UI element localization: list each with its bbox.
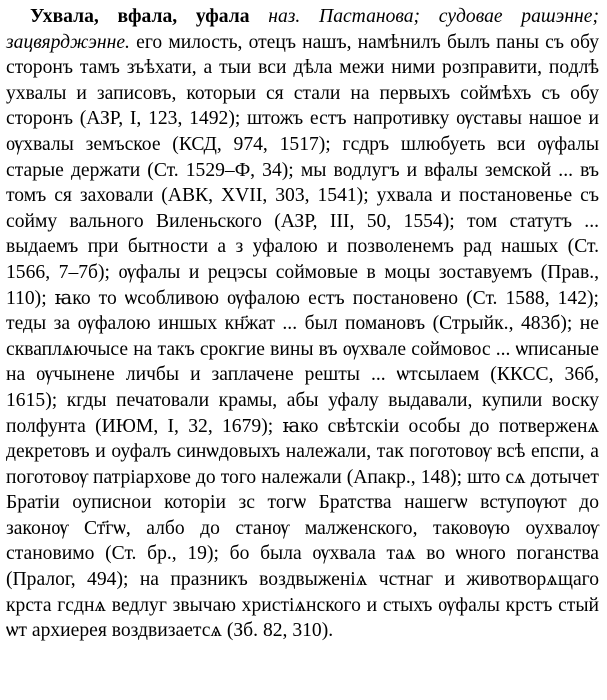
entry-gloss: наз. Пастанова; судовае рашэнне; зацвярджэнне. bbox=[6, 6, 599, 53]
dictionary-entry bbox=[6, 4, 599, 644]
entry-headword: Ухвала, вфала, уфала bbox=[30, 6, 250, 27]
entry-citations: его милость, отецъ нашъ, намѣнилъ былъ паны съ обу сторонъ тамъ зъѣхати, а тыи вси дѣла межи ними розправити, подлѣ ухвалы и записовъ, которыи ся стали на первыхъ соймѣхъ съ обу сторонъ (АЗР, I, 123, 1492); штожъ естъ напротивку ѹставы нашое и ѹхвалы земъское (КСД, 974, 1517); гсдръ шлюбуеть вси ѹфалы старые держати (Ст. 1529–Ф, 34); мы водлугъ и вфалы земской ... въ томъ ся заховали (АВК, XVII, 303, 1541); ухвала и постановенье съ сойму вального Виленьского (АЗР, III, 50, 1554); том статутъ ... выдаемъ при бытности а з уфалою и позволенемъ рад нашых (Ст. 1566, 7–7б); ѹфалы и рецэсы соймовые в моцы зоставуемъ (Прав., 110); ꙗко то ѡсобливою ѹфалою естъ постановено (Ст. 1588, 142); теды за ѹфалою иншых кн҃жат ... был помановъ (Стрыйк., 483б); не скваплѧючысе на такъ срокгие вины въ ѹхвале соймовос ... ѡписаные на ѹчынене личбы и заплачене решты ... ѡтсылаем (ККСС, 36б, 1615); кгды печатовали крамы, абы уфалу выдавали, купили воску полфунта (ИЮМ, I, 32, 1679); ꙗко свѣтскіи особы до потверженѧ декретовъ и оуфалъ синѡдовыхъ належали, так поготовѹ всѣ епспи, а поготовѹ патріархове до того належали (Апакр., 148); што сѧ дотычет Братіи оуписнои которіи зс тогѡ Братства нашегѡ вступѹют до законѹ Ст҃гѡ, албо до станѹ малженского, таковѹю оухвалѹ становимо (Ст. бр., 19); бо была ѹхвала таѧ во ѡного поганства (Пралог, 494); на празникъ воздвыженіѧ чстнаг и животворѧщаго крста гсднѧ ведлуг звычаю христіѧнского и стыхъ ѹфалы крстъ стый ѡт архиерея воздвизаетсѧ (Зб. 82, 310). bbox=[6, 31, 599, 642]
